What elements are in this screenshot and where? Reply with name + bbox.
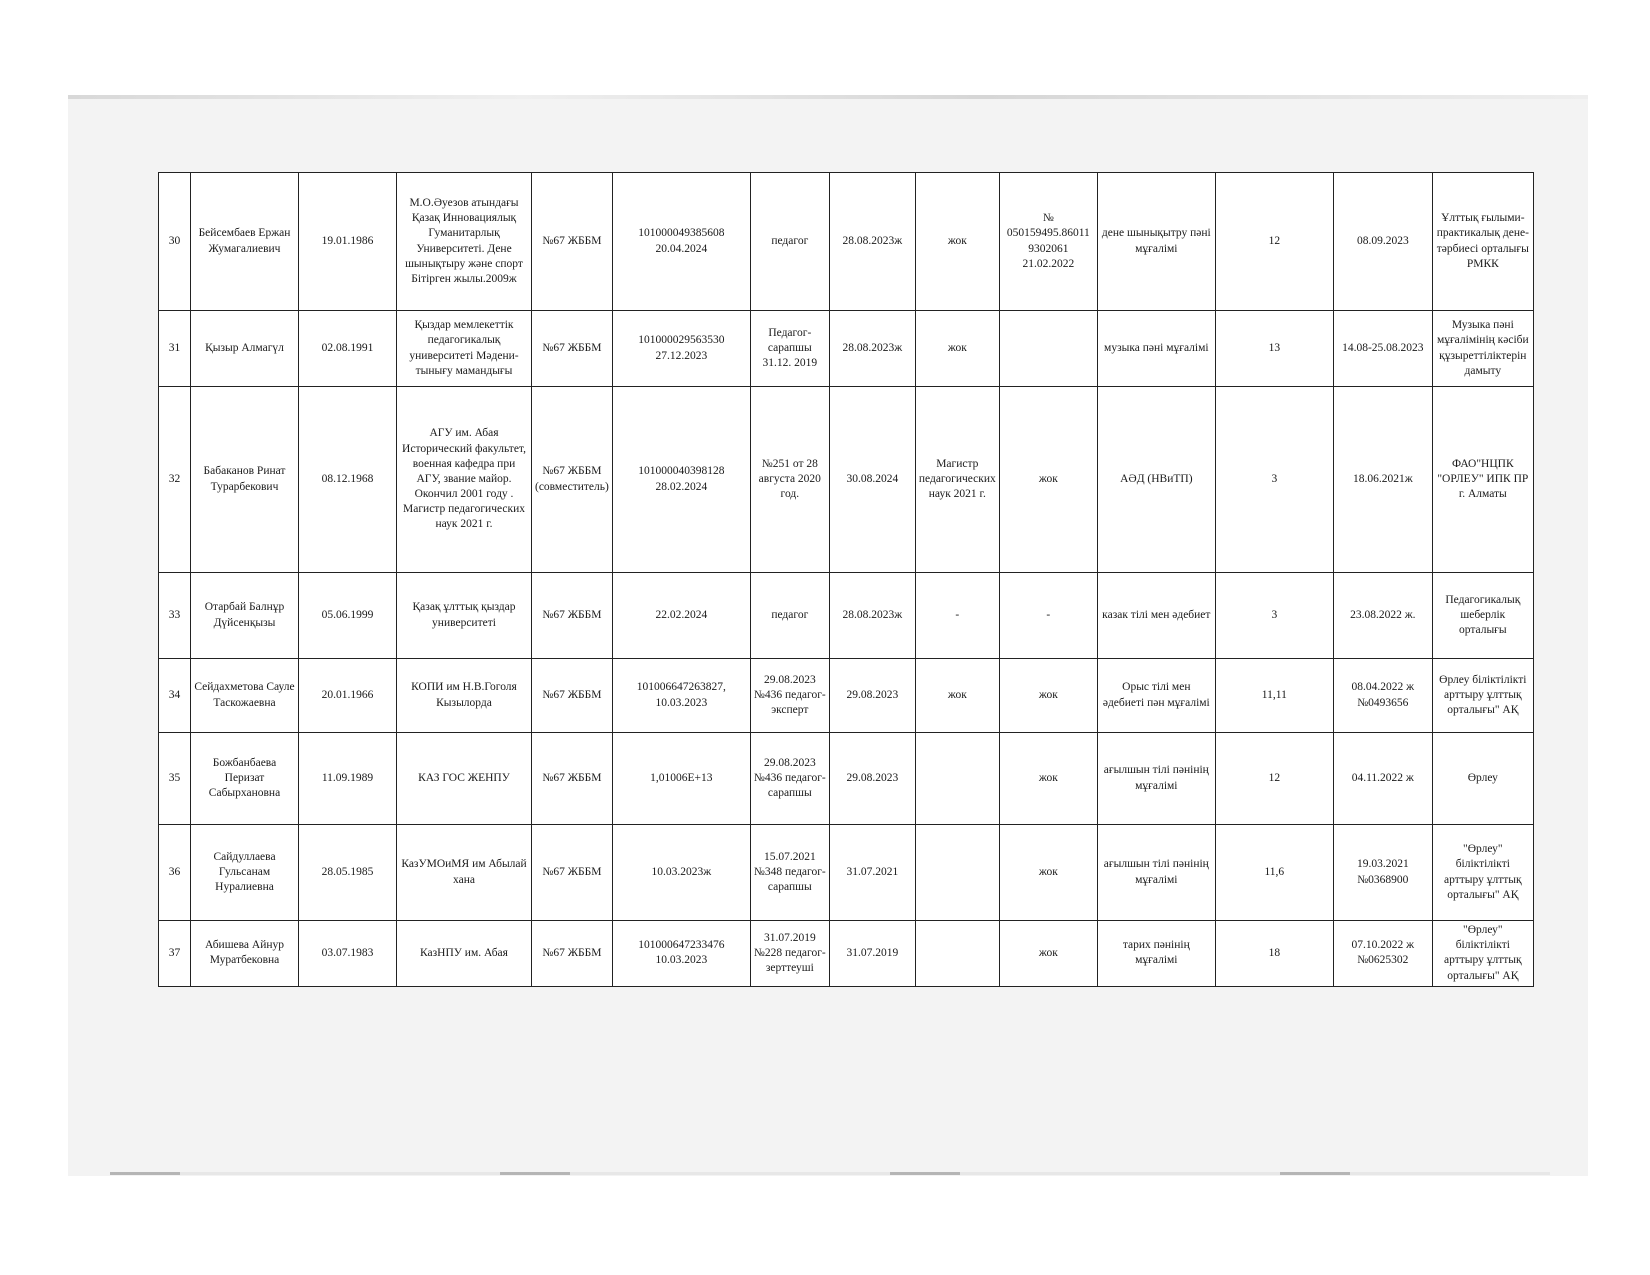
category-cell: 29.08.2023 №436 педагог-сарапшы — [750, 733, 829, 825]
document-number-cell: 1,01006E+13 — [612, 733, 750, 825]
row-number-cell: 31 — [159, 311, 191, 387]
birth-date-cell: 28.05.1985 — [299, 825, 397, 921]
education-cell: АГУ им. Абая Исторический факультет, военная кафедра при АГУ, звание майор. Окончил 2001 году . Магистр педагогических наук 2021 г. — [397, 387, 532, 573]
scan-edge-bottom — [110, 1172, 1550, 1175]
academic-degree-cell — [915, 921, 999, 987]
course-date-cell: 18.06.2021ж — [1333, 387, 1432, 573]
teacher-name-cell: Абишева Айнур Муратбековна — [191, 921, 299, 987]
experience-years-cell: 12 — [1215, 733, 1333, 825]
education-cell: Қазақ ұлттық қыздар университеті — [397, 573, 532, 659]
academic-degree-cell: жок — [915, 659, 999, 733]
row-number-cell: 32 — [159, 387, 191, 573]
course-organization-cell: Педагогикалық шеберлік орталығы — [1432, 573, 1533, 659]
row-number-cell: 30 — [159, 173, 191, 311]
course-organization-cell: ФАО"НЦПК "ОРЛЕУ" ИПК ПР г. Алматы — [1432, 387, 1533, 573]
scan-edge-top — [68, 95, 1588, 99]
course-date-cell: 08.09.2023 — [1333, 173, 1432, 311]
course-organization-cell: Музыка пәні мұғалімінің кәсіби құзыреттіліктерін дамыту — [1432, 311, 1533, 387]
teacher-name-cell: Бабаканов Ринат Турарбекович — [191, 387, 299, 573]
category-cell: №251 от 28 августа 2020 год. — [750, 387, 829, 573]
course-organization-cell: Өрлеу біліктілікті арттыру ұлттық орталығы" АҚ — [1432, 659, 1533, 733]
hire-date-cell: 29.08.2023 — [829, 733, 915, 825]
position-cell: ағылшын тілі пәнінің мұғалімі — [1097, 825, 1215, 921]
hire-date-cell: 29.08.2023 — [829, 659, 915, 733]
birth-date-cell: 19.01.1986 — [299, 173, 397, 311]
course-date-cell: 04.11.2022 ж — [1333, 733, 1432, 825]
teacher-name-cell: Сайдуллаева Гульсанам Нуралиевна — [191, 825, 299, 921]
position-cell: ағылшын тілі пәнінің мұғалімі — [1097, 733, 1215, 825]
hire-date-cell: 31.07.2019 — [829, 921, 915, 987]
hire-date-cell: 28.08.2023ж — [829, 311, 915, 387]
course-date-cell: 19.03.2021 №0368900 — [1333, 825, 1432, 921]
experience-years-cell: 12 — [1215, 173, 1333, 311]
teacher-name-cell: Божбанбаева Перизат Сабырхановна — [191, 733, 299, 825]
table-row — [159, 733, 1534, 825]
experience-years-cell: 11,6 — [1215, 825, 1333, 921]
staff-table — [158, 172, 1534, 987]
academic-degree-cell — [915, 733, 999, 825]
birth-date-cell: 02.08.1991 — [299, 311, 397, 387]
course-organization-cell: "Өрлеу" біліктілікті арттыру ұлттық орталығы" АҚ — [1432, 921, 1533, 987]
course-date-cell: 07.10.2022 ж №0625302 — [1333, 921, 1432, 987]
hire-date-cell: 28.08.2023ж — [829, 173, 915, 311]
teacher-name-cell: Сейдахметова Сауле Таскожаевна — [191, 659, 299, 733]
education-cell: М.О.Әуезов атындағы Қазақ Инновациялық Гуманитарлық Университеті. Дене шынықтыру және спорт Бітірген жылы.2009ж — [397, 173, 532, 311]
row-number-cell: 35 — [159, 733, 191, 825]
row-number-cell: 34 — [159, 659, 191, 733]
school-cell: №67 ЖББМ — [532, 825, 613, 921]
category-cell: 31.07.2019 №228 педагог-зерттеуші — [750, 921, 829, 987]
teacher-name-cell: Қызыр Алмагүл — [191, 311, 299, 387]
document-number-cell: 10.03.2023ж — [612, 825, 750, 921]
staff-table-body — [159, 173, 1534, 987]
position-cell: музыка пәні мұғалімі — [1097, 311, 1215, 387]
table-row — [159, 387, 1534, 573]
academic-degree-cell: Магистр педагогических наук 2021 г. — [915, 387, 999, 573]
school-cell: №67 ЖББМ — [532, 311, 613, 387]
experience-years-cell: 13 — [1215, 311, 1333, 387]
document-number-cell: 101000049385608 20.04.2024 — [612, 173, 750, 311]
order-number-cell — [999, 311, 1097, 387]
education-cell: КОПИ им Н.В.Гоголя Кызылорда — [397, 659, 532, 733]
birth-date-cell: 20.01.1966 — [299, 659, 397, 733]
course-organization-cell: "Өрлеу" біліктілікті арттыру ұлттық орталығы" АҚ — [1432, 825, 1533, 921]
order-number-cell: № 050159495.86011 9302061 21.02.2022 — [999, 173, 1097, 311]
position-cell: казак тілі мен әдебиет — [1097, 573, 1215, 659]
experience-years-cell: 3 — [1215, 573, 1333, 659]
row-number-cell: 33 — [159, 573, 191, 659]
course-date-cell: 08.04.2022 ж №0493656 — [1333, 659, 1432, 733]
course-organization-cell: Ұлттық ғылыми-практикалық дене-тәрбиесі орталығы РМКК — [1432, 173, 1533, 311]
table-row — [159, 573, 1534, 659]
table-row — [159, 659, 1534, 733]
course-date-cell: 14.08-25.08.2023 — [1333, 311, 1432, 387]
birth-date-cell: 11.09.1989 — [299, 733, 397, 825]
document-number-cell: 101000040398128 28.02.2024 — [612, 387, 750, 573]
hire-date-cell: 30.08.2024 — [829, 387, 915, 573]
table-row — [159, 825, 1534, 921]
category-cell: педагог — [750, 173, 829, 311]
document-number-cell: 101000029563530 27.12.2023 — [612, 311, 750, 387]
school-cell: №67 ЖББМ — [532, 659, 613, 733]
teacher-name-cell: Бейсембаев Ержан Жумагалиевич — [191, 173, 299, 311]
hire-date-cell: 31.07.2021 — [829, 825, 915, 921]
category-cell: педагог — [750, 573, 829, 659]
position-cell: дене шынықытру пәні мұғалімі — [1097, 173, 1215, 311]
experience-years-cell: 11,11 — [1215, 659, 1333, 733]
order-number-cell: жок — [999, 387, 1097, 573]
position-cell: Орыс тілі мен әдебиеті пән мұғалімі — [1097, 659, 1215, 733]
table-row — [159, 173, 1534, 311]
academic-degree-cell — [915, 825, 999, 921]
academic-degree-cell: - — [915, 573, 999, 659]
education-cell: КазНПУ им. Абая — [397, 921, 532, 987]
course-date-cell: 23.08.2022 ж. — [1333, 573, 1432, 659]
birth-date-cell: 08.12.1968 — [299, 387, 397, 573]
order-number-cell: жок — [999, 825, 1097, 921]
experience-years-cell: 3 — [1215, 387, 1333, 573]
birth-date-cell: 03.07.1983 — [299, 921, 397, 987]
school-cell: №67 ЖББМ — [532, 573, 613, 659]
row-number-cell: 37 — [159, 921, 191, 987]
document-number-cell: 101006647263827, 10.03.2023 — [612, 659, 750, 733]
row-number-cell: 36 — [159, 825, 191, 921]
order-number-cell: жок — [999, 921, 1097, 987]
education-cell: КАЗ ГОС ЖЕНПУ — [397, 733, 532, 825]
teacher-name-cell: Отарбай Балнұр Дүйсенқызы — [191, 573, 299, 659]
document-number-cell: 101000647233476 10.03.2023 — [612, 921, 750, 987]
document-number-cell: 22.02.2024 — [612, 573, 750, 659]
order-number-cell: - — [999, 573, 1097, 659]
hire-date-cell: 28.08.2023ж — [829, 573, 915, 659]
table-row — [159, 921, 1534, 987]
category-cell: 15.07.2021 №348 педагог-сарапшы — [750, 825, 829, 921]
school-cell: №67 ЖББМ — [532, 733, 613, 825]
order-number-cell: жок — [999, 659, 1097, 733]
position-cell: АӘД (НВиТП) — [1097, 387, 1215, 573]
category-cell: 29.08.2023 №436 педагог-эксперт — [750, 659, 829, 733]
school-cell: №67 ЖББМ — [532, 173, 613, 311]
education-cell: КазУМОиМЯ им Абылай хана — [397, 825, 532, 921]
category-cell: Педагог-сарапшы 31.12. 2019 — [750, 311, 829, 387]
birth-date-cell: 05.06.1999 — [299, 573, 397, 659]
school-cell: №67 ЖББМ (совместитель) — [532, 387, 613, 573]
experience-years-cell: 18 — [1215, 921, 1333, 987]
position-cell: тарих пәнінің мұғалімі — [1097, 921, 1215, 987]
school-cell: №67 ЖББМ — [532, 921, 613, 987]
course-organization-cell: Өрлеу — [1432, 733, 1533, 825]
academic-degree-cell: жок — [915, 173, 999, 311]
education-cell: Қыздар мемлекеттік педагогикалық университеті Мәдени-тынығу мамандығы — [397, 311, 532, 387]
academic-degree-cell: жок — [915, 311, 999, 387]
table-row — [159, 311, 1534, 387]
order-number-cell: жок — [999, 733, 1097, 825]
